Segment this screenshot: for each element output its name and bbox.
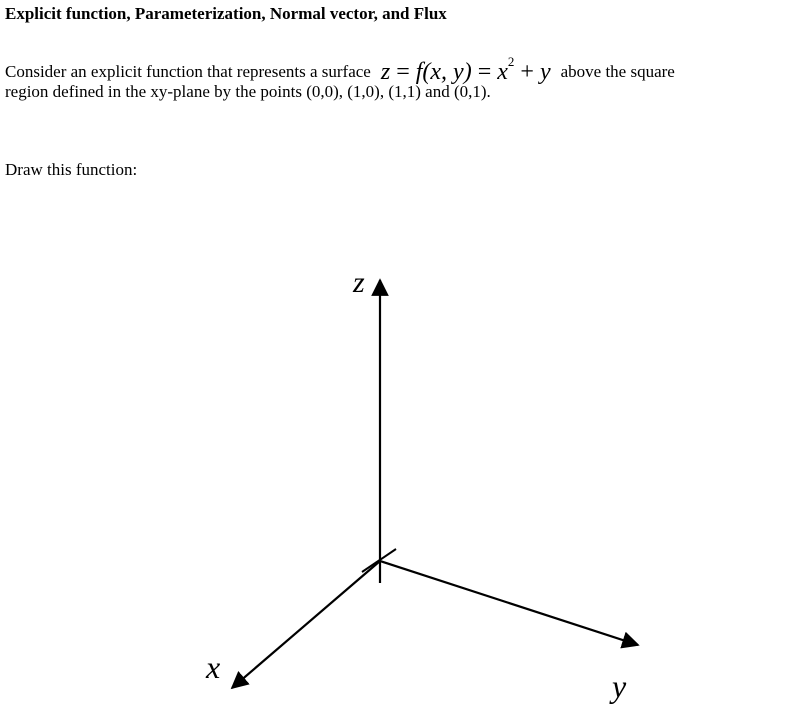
statement-line-2: region defined in the xy-plane by the points (0,0), (1,0), (1,1) and (0,1). <box>5 82 491 101</box>
eq-z: z <box>380 59 391 85</box>
eq-equals-1: = <box>396 59 410 85</box>
eq-equals-2: = <box>477 59 492 85</box>
page-title: Explicit function, Parameterization, Normal vector, and Flux <box>5 4 447 23</box>
eq-x: x <box>497 59 508 85</box>
draw-prompt: Draw this function: <box>5 160 138 179</box>
eq-f: f <box>415 59 423 85</box>
eq-y: y <box>539 59 551 85</box>
eq-plus: + <box>520 59 534 85</box>
statement-text-after: above the square <box>560 61 675 81</box>
y-axis-label: y <box>612 668 627 704</box>
y-axis <box>380 561 638 645</box>
eq-args: (x, y) <box>422 59 472 85</box>
statement-text-before: Consider an explicit function that represents a surface <box>5 61 371 81</box>
z-axis-label: z <box>353 266 365 299</box>
x-axis-label: x <box>206 649 221 685</box>
x-axis <box>232 561 380 688</box>
eq-exponent: 2 <box>507 54 515 69</box>
